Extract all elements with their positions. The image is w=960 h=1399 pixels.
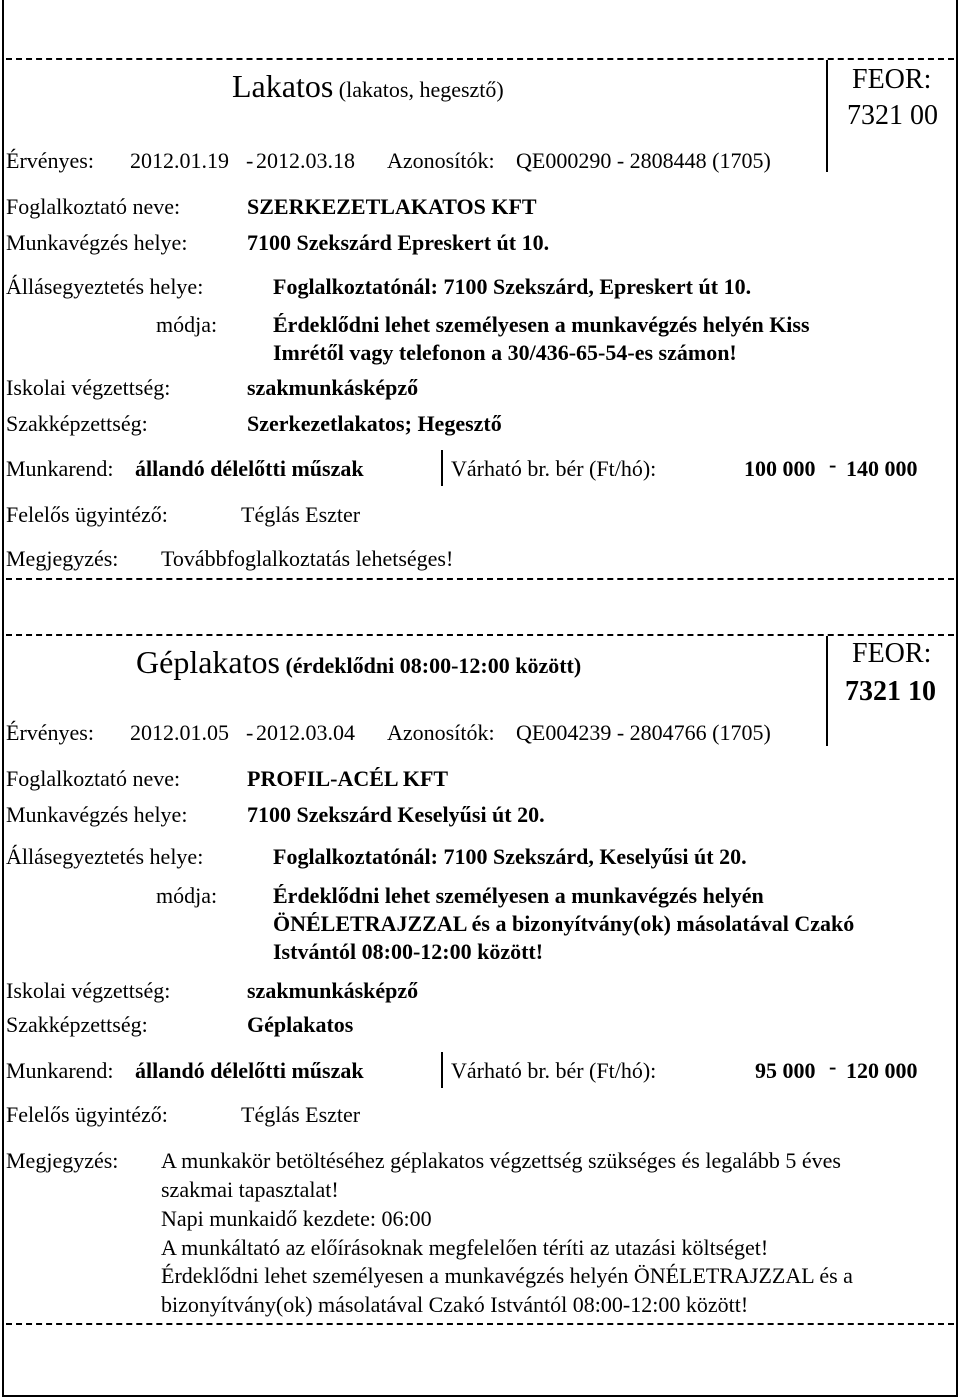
job-title-sub: (érdeklődni 08:00-12:00 között) — [285, 653, 582, 678]
note-line: szakmai tapasztalat! — [161, 1177, 339, 1202]
id-label: Azonosítók: — [387, 148, 495, 173]
job-title-sub: (lakatos, hegesztő) — [338, 77, 504, 102]
job-title-1 — [232, 70, 504, 102]
education-value: szakmunkásképző — [247, 375, 419, 400]
contact-place-label: Állásegyeztetés helye: — [6, 274, 204, 299]
contact-mode-label: módja: — [156, 312, 218, 337]
divider-top-1 — [6, 58, 954, 60]
officer-name: Téglás Eszter — [241, 502, 361, 527]
schedule-value: állandó délelőtti műszak — [135, 456, 364, 481]
workplace-label: Munkavégzés helye: — [6, 802, 188, 827]
note-label: Megjegyzés: — [6, 546, 119, 571]
contact-place: Foglalkoztatónál: 7100 Szekszárd, Epreskert út 10. — [273, 274, 752, 299]
employer-name: SZERKEZETLAKATOS KFT — [247, 194, 537, 219]
education-label: Iskolai végzettség: — [6, 978, 171, 1003]
feor-divider — [826, 636, 828, 746]
feor-code: 7321 00 — [847, 100, 938, 131]
salary-sep: - — [829, 452, 837, 477]
salary-divider — [441, 450, 443, 486]
employer-label: Foglalkoztató neve: — [6, 194, 181, 219]
valid-label: Érvényes: — [6, 148, 94, 173]
valid-to: 2012.03.04 — [256, 720, 355, 745]
education-value: szakmunkásképző — [247, 978, 419, 1003]
schedule-label: Munkarend: — [6, 1058, 114, 1083]
contact-mode-line: Imrétől vagy telefonon a 30/436-65-54-es számon! — [273, 340, 737, 365]
note-line: A munkáltató az előírásoknak megfelelően téríti az utazási költséget! — [161, 1235, 769, 1260]
qualification-label: Szakképzettség: — [6, 1012, 148, 1037]
qualification-value: Géplakatos — [247, 1012, 354, 1037]
note-line: Továbbfoglalkoztatás lehetséges! — [161, 546, 454, 571]
note-line: Napi munkaidő kezdete: 06:00 — [161, 1206, 432, 1231]
salary-label: Várható br. bér (Ft/hó): — [451, 456, 657, 481]
id-value: QE000290 - 2808448 (1705) — [516, 148, 771, 173]
salary-sep: - — [829, 1054, 837, 1079]
salary-to: 120 000 — [846, 1058, 918, 1083]
workplace-address: 7100 Szekszárd Epreskert út 10. — [247, 230, 550, 255]
divider-top-2 — [6, 634, 954, 636]
officer-label: Felelős ügyintéző: — [6, 502, 168, 527]
salary-from: 100 000 — [744, 456, 816, 481]
note-label: Megjegyzés: — [6, 1148, 119, 1173]
salary-to: 140 000 — [846, 456, 918, 481]
feor-label: FEOR: — [852, 638, 932, 669]
salary-divider — [441, 1052, 443, 1088]
valid-to: 2012.03.18 — [256, 148, 355, 173]
schedule-label: Munkarend: — [6, 456, 114, 481]
workplace-address: 7100 Szekszárd Keselyűsi út 20. — [247, 802, 545, 827]
note-line: Érdeklődni lehet személyesen a munkavégzés helyén ÖNÉLETRAJZZAL és a — [161, 1263, 853, 1288]
feor-code: 7321 10 — [845, 676, 936, 707]
officer-name: Téglás Eszter — [241, 1102, 361, 1127]
contact-mode-line: Érdeklődni lehet személyesen a munkavégzés helyén — [273, 883, 764, 908]
id-value: QE004239 - 2804766 (1705) — [516, 720, 771, 745]
salary-from: 95 000 — [755, 1058, 816, 1083]
valid-sep: - — [246, 148, 254, 173]
job-title-2 — [136, 646, 581, 678]
contact-mode-label: módja: — [156, 883, 218, 908]
contact-place: Foglalkoztatónál: 7100 Szekszárd, Keselyűsi út 20. — [273, 844, 747, 869]
note-line: bizonyítvány(ok) másolatával Czakó Istvántól 08:00-12:00 között! — [161, 1292, 749, 1317]
officer-label: Felelős ügyintéző: — [6, 1102, 168, 1127]
divider-bottom-1 — [6, 578, 954, 580]
divider-bottom-2 — [6, 1323, 954, 1325]
salary-label: Várható br. bér (Ft/hó): — [451, 1058, 657, 1083]
contact-place-label: Állásegyeztetés helye: — [6, 844, 204, 869]
valid-from: 2012.01.19 — [130, 148, 229, 173]
id-label: Azonosítók: — [387, 720, 495, 745]
schedule-value: állandó délelőtti műszak — [135, 1058, 364, 1083]
contact-mode-line: Istvántól 08:00-12:00 között! — [273, 939, 544, 964]
workplace-label: Munkavégzés helye: — [6, 230, 188, 255]
employer-name: PROFIL-ACÉL KFT — [247, 766, 449, 791]
job-title-main: Géplakatos — [136, 644, 280, 680]
valid-label: Érvényes: — [6, 720, 94, 745]
feor-divider — [826, 60, 828, 172]
qualification-label: Szakképzettség: — [6, 411, 148, 436]
valid-sep: - — [246, 720, 254, 745]
education-label: Iskolai végzettség: — [6, 375, 171, 400]
qualification-value: Szerkezetlakatos; Hegesztő — [247, 411, 502, 436]
job-title-main: Lakatos — [232, 68, 334, 104]
feor-label: FEOR: — [852, 64, 932, 95]
employer-label: Foglalkoztató neve: — [6, 766, 181, 791]
contact-mode-line: Érdeklődni lehet személyesen a munkavégzés helyén Kiss — [273, 312, 810, 337]
contact-mode-line: ÖNÉLETRAJZZAL és a bizonyítvány(ok) másolatával Czakó — [273, 911, 855, 936]
note-line: A munkakör betöltéséhez géplakatos végzettség szükséges és legalább 5 éves — [161, 1148, 841, 1173]
valid-from: 2012.01.05 — [130, 720, 229, 745]
